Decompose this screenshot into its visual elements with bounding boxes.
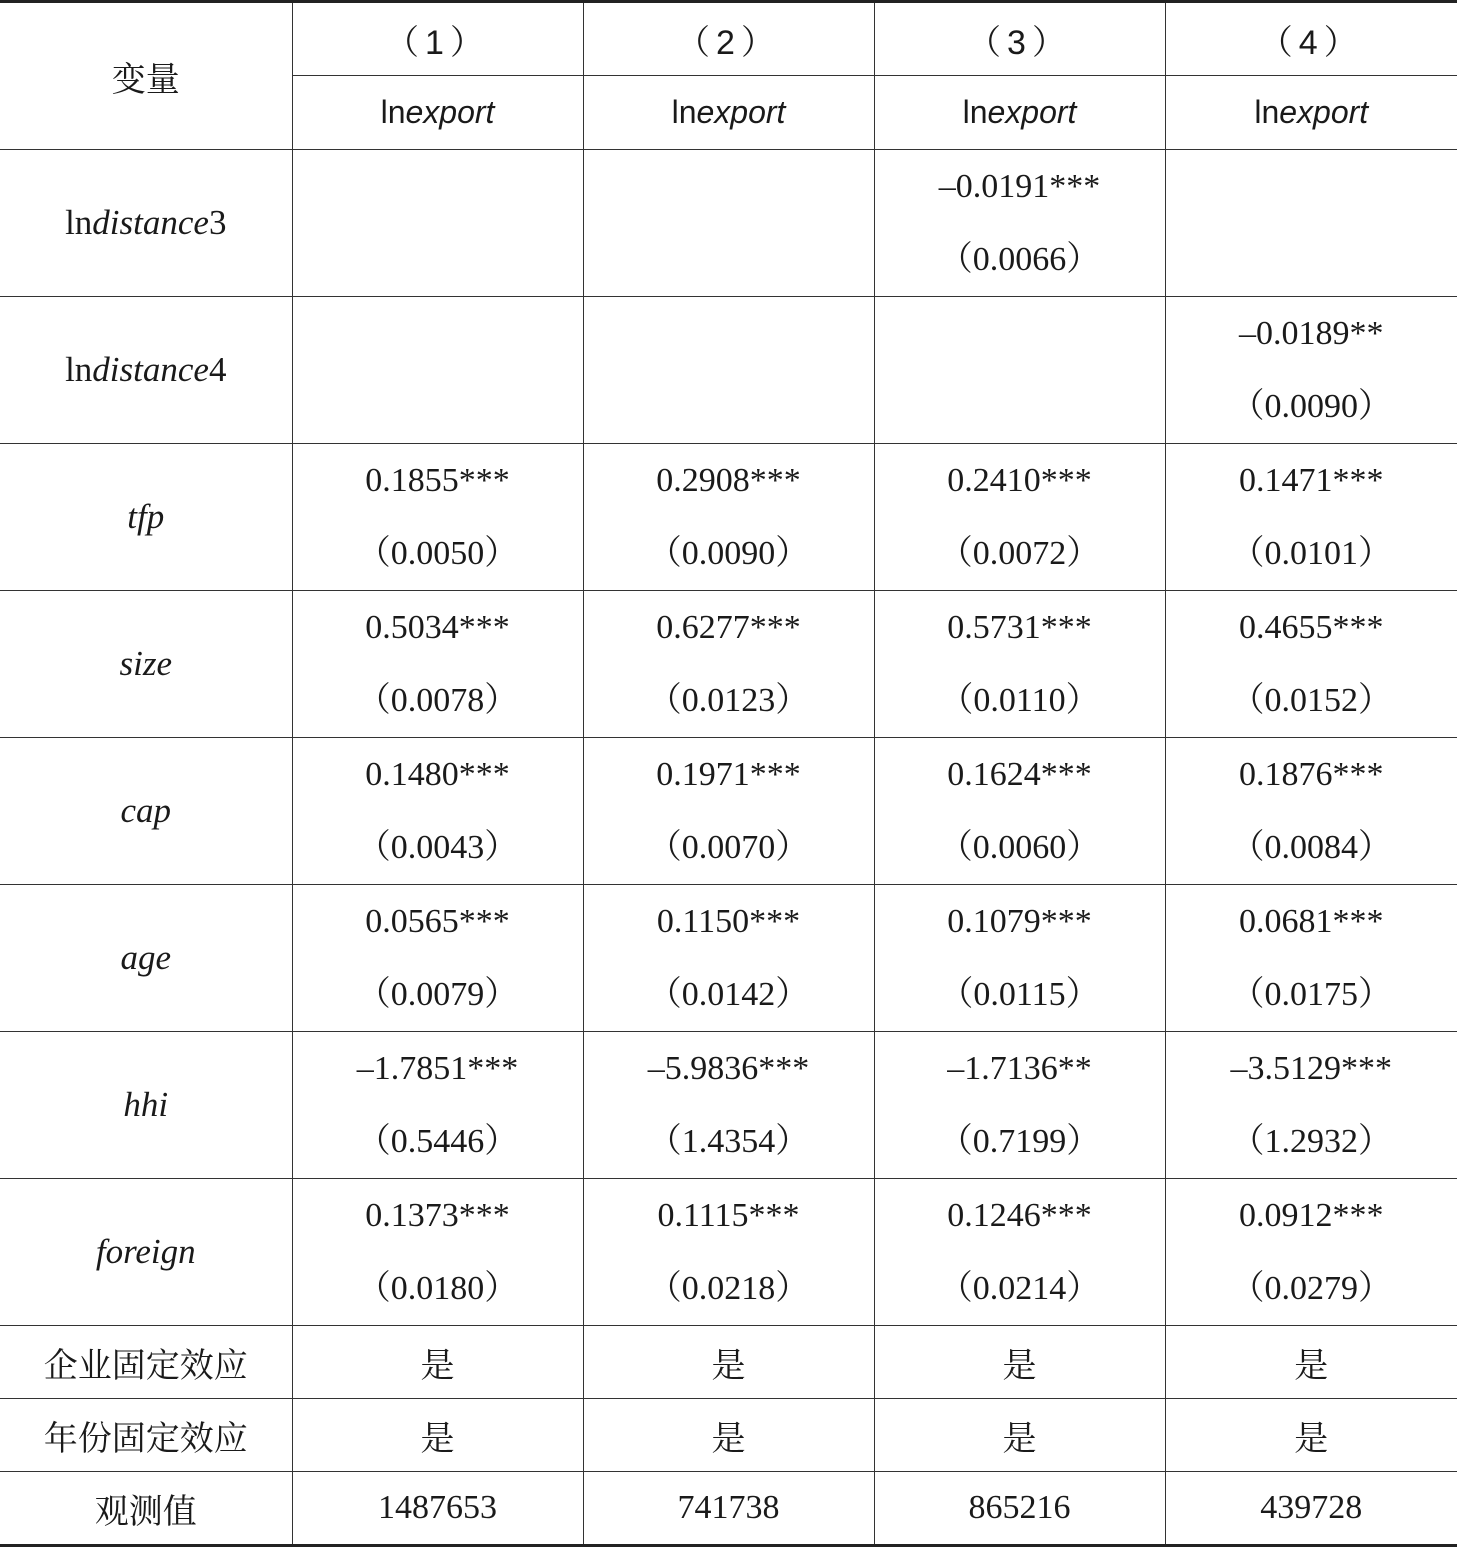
coefficient: 0.2908*** [584,444,874,517]
estimate-cell [874,150,1165,297]
footer-value: 439728 [1165,1472,1457,1546]
variable-italic: hhi [123,1085,168,1124]
estimate-cell [874,591,1165,738]
estimate-cell [292,1179,583,1326]
variable-name [0,1179,292,1326]
estimate-cell [583,1179,874,1326]
estimate-cell [874,1032,1165,1179]
variable-italic: distance [92,350,209,389]
estimate-cell [1165,591,1457,738]
standard-error: （0.0043） [293,811,583,884]
standard-error: （0.0066） [875,223,1165,296]
coefficient: –3.5129*** [1166,1032,1457,1105]
standard-error: （0.0110） [875,664,1165,737]
table-row [0,1179,1457,1326]
estimate-cell [292,591,583,738]
dep-var-prefix: ln [672,94,697,130]
standard-error: （0.0279） [1166,1252,1457,1325]
footer-value: 是 [1165,1399,1457,1472]
coefficient: 0.1079*** [875,885,1165,958]
dep-var-3 [874,76,1165,150]
standard-error: （0.0180） [293,1252,583,1325]
dep-var-name: export [987,94,1076,130]
coefficient: 0.1150*** [584,885,874,958]
estimate-cell [292,1032,583,1179]
standard-error: （1.4354） [584,1105,874,1178]
estimate-cell [583,150,874,297]
coefficient: –1.7851*** [293,1032,583,1105]
estimate-cell [1165,1032,1457,1179]
header-row-numbers [0,2,1457,76]
footer-row [0,1326,1457,1399]
variable-italic: size [120,644,173,683]
coefficient: 0.0565*** [293,885,583,958]
coefficient: 0.1471*** [1166,444,1457,517]
estimate-cell [292,297,583,444]
variable-italic: age [120,938,171,977]
footer-value: 是 [874,1399,1165,1472]
coefficient: –0.0191*** [875,150,1165,223]
coefficient: 0.2410*** [875,444,1165,517]
estimate-cell [583,444,874,591]
footer-value: 是 [874,1326,1165,1399]
standard-error: （0.0090） [1166,370,1457,443]
estimate-cell [874,738,1165,885]
estimate-cell [292,444,583,591]
table-row [0,150,1457,297]
coefficient: 0.1480*** [293,738,583,811]
variable-name [0,150,292,297]
variable-italic: foreign [96,1232,196,1271]
coefficient: 0.6277*** [584,591,874,664]
dep-var-4 [1165,76,1457,150]
variable-name [0,738,292,885]
standard-error: （0.0072） [875,517,1165,590]
variable-name [0,444,292,591]
estimate-cell [1165,738,1457,885]
col-number-4: （4） [1165,2,1457,76]
coefficient: –5.9836*** [584,1032,874,1105]
footer-label: 企业固定效应 [0,1326,292,1399]
variable-prefix: ln [65,203,92,242]
estimate-cell [583,1032,874,1179]
variable-name [0,591,292,738]
coefficient: 0.4655*** [1166,591,1457,664]
standard-error: （0.5446） [293,1105,583,1178]
table-row [0,738,1457,885]
variable-prefix: ln [65,350,92,389]
variable-header: 变量 [0,2,292,150]
table-row [0,444,1457,591]
variable-name [0,297,292,444]
footer-label: 年份固定效应 [0,1399,292,1472]
coefficient: –1.7136** [875,1032,1165,1105]
coefficient: 0.0681*** [1166,885,1457,958]
estimate-cell [1165,885,1457,1032]
table-row [0,1032,1457,1179]
standard-error: （0.0152） [1166,664,1457,737]
variable-suffix: 4 [209,350,227,389]
coefficient: 0.1876*** [1166,738,1457,811]
variable-italic: distance [92,203,209,242]
dep-var-name: export [405,94,494,130]
footer-value: 741738 [583,1472,874,1546]
estimate-cell [1165,444,1457,591]
variable-italic: tfp [127,497,164,536]
estimate-cell [292,150,583,297]
estimate-cell [583,591,874,738]
standard-error: （0.0214） [875,1252,1165,1325]
dep-var-prefix: ln [1254,94,1279,130]
col-number-2: （2） [583,2,874,76]
col-number-3: （3） [874,2,1165,76]
coefficient: 0.1246*** [875,1179,1165,1252]
dep-var-prefix: ln [963,94,988,130]
estimate-cell [1165,297,1457,444]
standard-error: （1.2932） [1166,1105,1457,1178]
table-row [0,591,1457,738]
footer-value: 是 [292,1399,583,1472]
standard-error: （0.0050） [293,517,583,590]
standard-error: （0.7199） [875,1105,1165,1178]
standard-error: （0.0142） [584,958,874,1031]
dep-var-prefix: ln [381,94,406,130]
standard-error: （0.0123） [584,664,874,737]
estimate-cell [874,297,1165,444]
dep-var-name: export [696,94,785,130]
estimate-cell [874,1179,1165,1326]
footer-label: 观测值 [0,1472,292,1546]
estimate-cell [292,738,583,885]
standard-error: （0.0218） [584,1252,874,1325]
variable-suffix: 3 [209,203,227,242]
estimate-cell [583,738,874,885]
standard-error: （0.0070） [584,811,874,884]
dep-var-1 [292,76,583,150]
estimate-cell [583,885,874,1032]
standard-error: （0.0115） [875,958,1165,1031]
standard-error: （0.0079） [293,958,583,1031]
footer-value: 是 [1165,1326,1457,1399]
variable-name [0,885,292,1032]
standard-error: （0.0101） [1166,517,1457,590]
dep-var-name: export [1279,94,1368,130]
coefficient: 0.5731*** [875,591,1165,664]
coefficient: 0.1855*** [293,444,583,517]
coefficient: –0.0189** [1166,297,1457,370]
footer-value: 是 [583,1326,874,1399]
footer-row [0,1399,1457,1472]
coefficient: 0.1624*** [875,738,1165,811]
variable-italic: cap [120,791,171,830]
coefficient: 0.0912*** [1166,1179,1457,1252]
standard-error: （0.0060） [875,811,1165,884]
standard-error: （0.0084） [1166,811,1457,884]
standard-error: （0.0090） [584,517,874,590]
table-row [0,885,1457,1032]
coefficient: 0.1373*** [293,1179,583,1252]
footer-value: 1487653 [292,1472,583,1546]
coefficient: 0.1971*** [584,738,874,811]
footer-row [0,1472,1457,1546]
col-number-1: （1） [292,2,583,76]
estimate-cell [874,885,1165,1032]
estimate-cell [874,444,1165,591]
estimate-cell [292,885,583,1032]
estimate-cell [583,297,874,444]
variable-name [0,1032,292,1179]
footer-value: 865216 [874,1472,1165,1546]
coefficient: 0.1115*** [584,1179,874,1252]
table-row [0,297,1457,444]
footer-value: 是 [292,1326,583,1399]
estimate-cell [1165,150,1457,297]
coefficient: 0.5034*** [293,591,583,664]
footer-value: 是 [583,1399,874,1472]
estimate-cell [1165,1179,1457,1326]
standard-error: （0.0175） [1166,958,1457,1031]
standard-error: （0.0078） [293,664,583,737]
dep-var-2 [583,76,874,150]
